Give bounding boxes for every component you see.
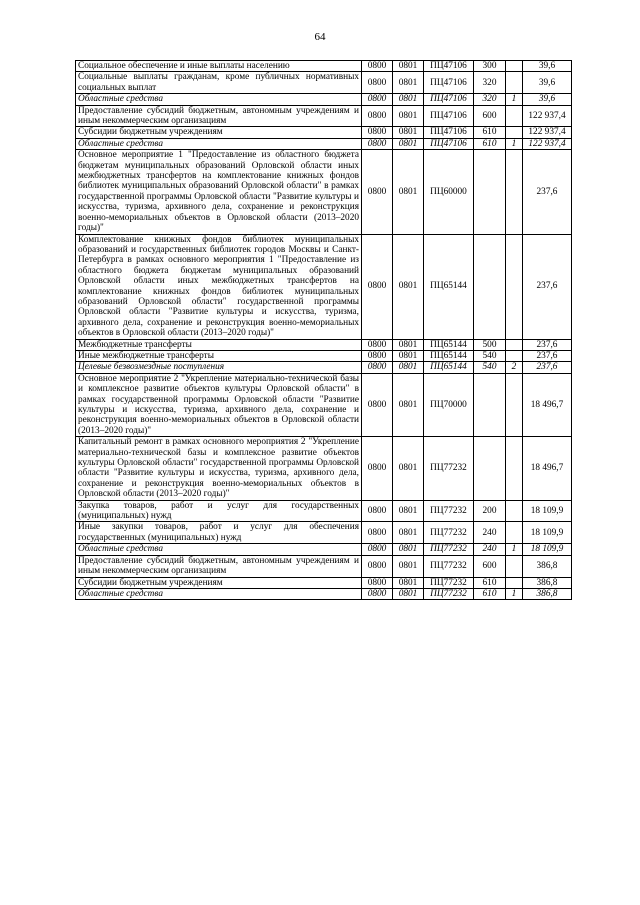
amount: 122 937,4 — [523, 105, 572, 127]
section-code: 0800 — [362, 555, 393, 577]
expense-type-code: 320 — [474, 94, 506, 105]
target-article-code: ПЦ47106 — [424, 72, 474, 94]
funding-source-code — [506, 105, 523, 127]
table-row — [76, 362, 572, 373]
expense-type-code: 200 — [474, 500, 506, 522]
amount: 18 109,9 — [523, 500, 572, 522]
table-row — [76, 105, 572, 127]
expense-type-code — [474, 150, 506, 234]
subsection-code: 0801 — [393, 138, 424, 149]
expense-type-code: 610 — [474, 577, 506, 588]
target-article-code: ПЦ47106 — [424, 105, 474, 127]
subsection-code: 0801 — [393, 150, 424, 234]
target-article-code: ПЦ65144 — [424, 339, 474, 350]
funding-source-code — [506, 339, 523, 350]
table-row — [76, 350, 572, 361]
subsection-code: 0801 — [393, 437, 424, 500]
expense-type-code — [474, 373, 506, 436]
target-article-code: ПЦ47106 — [424, 61, 474, 72]
row-name: Субсидии бюджетным учреждениям — [76, 577, 362, 588]
funding-source-code — [506, 373, 523, 436]
subsection-code: 0801 — [393, 234, 424, 339]
funding-source-code: 1 — [506, 94, 523, 105]
target-article-code: ПЦ47106 — [424, 94, 474, 105]
row-name: Межбюджетные трансферты — [76, 339, 362, 350]
table-row — [76, 555, 572, 577]
section-code: 0800 — [362, 437, 393, 500]
subsection-code: 0801 — [393, 544, 424, 555]
section-code: 0800 — [362, 350, 393, 361]
row-name: Социальные выплаты гражданам, кроме публичных нормативных социальных выплат — [76, 72, 362, 94]
amount: 18 109,9 — [523, 544, 572, 555]
target-article-code: ПЦ77232 — [424, 577, 474, 588]
amount: 39,6 — [523, 61, 572, 72]
expense-type-code: 610 — [474, 588, 506, 599]
expense-type-code: 610 — [474, 138, 506, 149]
section-code: 0800 — [362, 138, 393, 149]
funding-source-code — [506, 61, 523, 72]
target-article-code: ПЦ77232 — [424, 555, 474, 577]
funding-source-code — [506, 350, 523, 361]
row-name: Комплектование книжных фондов библиотек муниципальных образований и государственных библиотек городов Москвы и Санкт-Петербурга в рамках основного мероприятия 1 "Предоставление из областного бюджета бюджетам муниципальных образований Орловской области иных межбюджетных трансфертов на комплектование книжных фондов библиотек муниципальных образований Орловской области" государственной программы Орловской области "Развитие культуры и искусства, туризма, архивного дела, сохранение и реконструкция военно-мемориальных объектов в Орловской области (2013–2020 годы)" — [76, 234, 362, 339]
target-article-code: ПЦ77232 — [424, 588, 474, 599]
funding-source-code — [506, 522, 523, 544]
table-row — [76, 522, 572, 544]
row-name: Областные средства — [76, 544, 362, 555]
section-code: 0800 — [362, 522, 393, 544]
amount: 18 496,7 — [523, 373, 572, 436]
section-code: 0800 — [362, 234, 393, 339]
table-row — [76, 588, 572, 599]
subsection-code: 0801 — [393, 350, 424, 361]
table-row — [76, 138, 572, 149]
subsection-code: 0801 — [393, 588, 424, 599]
subsection-code: 0801 — [393, 61, 424, 72]
table-row — [76, 127, 572, 138]
funding-source-code — [506, 437, 523, 500]
amount: 237,6 — [523, 150, 572, 234]
table-row — [76, 94, 572, 105]
subsection-code: 0801 — [393, 362, 424, 373]
funding-source-code — [506, 577, 523, 588]
expense-type-code — [474, 234, 506, 339]
table-row — [76, 437, 572, 500]
funding-source-code — [506, 150, 523, 234]
table-row — [76, 373, 572, 436]
row-name: Областные средства — [76, 588, 362, 599]
expense-type-code — [474, 437, 506, 500]
subsection-code: 0801 — [393, 72, 424, 94]
expense-type-code: 540 — [474, 350, 506, 361]
amount: 39,6 — [523, 72, 572, 94]
section-code: 0800 — [362, 373, 393, 436]
row-name: Социальное обеспечение и иные выплаты населению — [76, 61, 362, 72]
funding-source-code — [506, 127, 523, 138]
expense-type-code: 240 — [474, 522, 506, 544]
row-name: Иные межбюджетные трансферты — [76, 350, 362, 361]
row-name: Основное мероприятие 2 "Укрепление материально-технической базы и комплексное развитие объектов культуры Орловской области" в рамках государственной программы Орловской области "Развитие культуры и искусства, туризма, архивного дела, сохранение и реконструкция военно-мемориальных объектов в Орловской области (2013–2020 годы)" — [76, 373, 362, 436]
subsection-code: 0801 — [393, 500, 424, 522]
section-code: 0800 — [362, 105, 393, 127]
expense-type-code: 610 — [474, 127, 506, 138]
section-code: 0800 — [362, 127, 393, 138]
expense-type-code: 500 — [474, 339, 506, 350]
expense-type-code: 600 — [474, 105, 506, 127]
budget-table-body — [76, 61, 572, 600]
row-name: Субсидии бюджетным учреждениям — [76, 127, 362, 138]
row-name: Основное мероприятие 1 "Предоставление из областного бюджета бюджетам муниципальных образований Орловской области иных межбюджетных трансфертов на комплектование книжных фондов библиотек муниципальных образований Орловской области" в рамках государственной программы Орловской области "Развитие культуры и искусства, туризма, архивного дела, сохранение и реконструкция военно-мемориальных объектов в Орловской области (2013–2020 годы)" — [76, 150, 362, 234]
subsection-code: 0801 — [393, 339, 424, 350]
funding-source-code — [506, 234, 523, 339]
row-name: Закупка товаров, работ и услуг для государственных (муниципальных) нужд — [76, 500, 362, 522]
section-code: 0800 — [362, 577, 393, 588]
amount: 39,6 — [523, 94, 572, 105]
table-row — [76, 234, 572, 339]
section-code: 0800 — [362, 588, 393, 599]
row-name: Предоставление субсидий бюджетным, автономным учреждениям и иным некоммерческим организациям — [76, 105, 362, 127]
subsection-code: 0801 — [393, 577, 424, 588]
target-article-code: ПЦ60000 — [424, 150, 474, 234]
section-code: 0800 — [362, 339, 393, 350]
section-code: 0800 — [362, 544, 393, 555]
target-article-code: ПЦ77232 — [424, 544, 474, 555]
expense-type-code: 240 — [474, 544, 506, 555]
row-name: Областные средства — [76, 138, 362, 149]
target-article-code: ПЦ65144 — [424, 362, 474, 373]
funding-source-code — [506, 500, 523, 522]
table-row — [76, 61, 572, 72]
table-row — [76, 544, 572, 555]
target-article-code: ПЦ47106 — [424, 138, 474, 149]
target-article-code: ПЦ65144 — [424, 234, 474, 339]
section-code: 0800 — [362, 72, 393, 94]
funding-source-code: 1 — [506, 138, 523, 149]
amount: 386,8 — [523, 588, 572, 599]
page-number: 64 — [314, 31, 326, 43]
table-row — [76, 577, 572, 588]
table-row — [76, 72, 572, 94]
funding-source-code: 2 — [506, 362, 523, 373]
subsection-code: 0801 — [393, 105, 424, 127]
amount: 237,6 — [523, 234, 572, 339]
funding-source-code — [506, 72, 523, 94]
amount: 122 937,4 — [523, 138, 572, 149]
section-code: 0800 — [362, 150, 393, 234]
table-row — [76, 339, 572, 350]
section-code: 0800 — [362, 61, 393, 72]
row-name: Иные закупки товаров, работ и услуг для обеспечения государственных (муниципальных) нужд — [76, 522, 362, 544]
subsection-code: 0801 — [393, 555, 424, 577]
funding-source-code: 1 — [506, 544, 523, 555]
subsection-code: 0801 — [393, 522, 424, 544]
expense-type-code: 320 — [474, 72, 506, 94]
subsection-code: 0801 — [393, 373, 424, 436]
row-name: Областные средства — [76, 94, 362, 105]
target-article-code: ПЦ77232 — [424, 500, 474, 522]
subsection-code: 0801 — [393, 127, 424, 138]
amount: 18 496,7 — [523, 437, 572, 500]
amount: 386,8 — [523, 555, 572, 577]
target-article-code: ПЦ70000 — [424, 373, 474, 436]
target-article-code: ПЦ77232 — [424, 437, 474, 500]
subsection-code: 0801 — [393, 94, 424, 105]
funding-source-code: 1 — [506, 588, 523, 599]
row-name: Капитальный ремонт в рамках основного мероприятия 2 "Укрепление материально-технической базы и комплексное развитие объектов культуры Орловской области" государственной программы Орловской области "Развитие культуры и искусства, туризма, архивного дела, сохранение и реконструкция военно-мемориальных объектов в Орловской области (2013–2020 годы)" — [76, 437, 362, 500]
table-row — [76, 500, 572, 522]
target-article-code: ПЦ65144 — [424, 350, 474, 361]
amount: 237,6 — [523, 362, 572, 373]
section-code: 0800 — [362, 500, 393, 522]
target-article-code: ПЦ47106 — [424, 127, 474, 138]
budget-table — [75, 60, 572, 600]
table-row — [76, 150, 572, 234]
funding-source-code — [506, 555, 523, 577]
section-code: 0800 — [362, 362, 393, 373]
amount: 386,8 — [523, 577, 572, 588]
amount: 237,6 — [523, 350, 572, 361]
amount: 18 109,9 — [523, 522, 572, 544]
expense-type-code: 600 — [474, 555, 506, 577]
row-name: Целевые безвозмездные поступления — [76, 362, 362, 373]
section-code: 0800 — [362, 94, 393, 105]
amount: 237,6 — [523, 339, 572, 350]
expense-type-code: 300 — [474, 61, 506, 72]
expense-type-code: 540 — [474, 362, 506, 373]
amount: 122 937,4 — [523, 127, 572, 138]
row-name: Предоставление субсидий бюджетным, автономным учреждениям и иным некоммерческим организациям — [76, 555, 362, 577]
target-article-code: ПЦ77232 — [424, 522, 474, 544]
